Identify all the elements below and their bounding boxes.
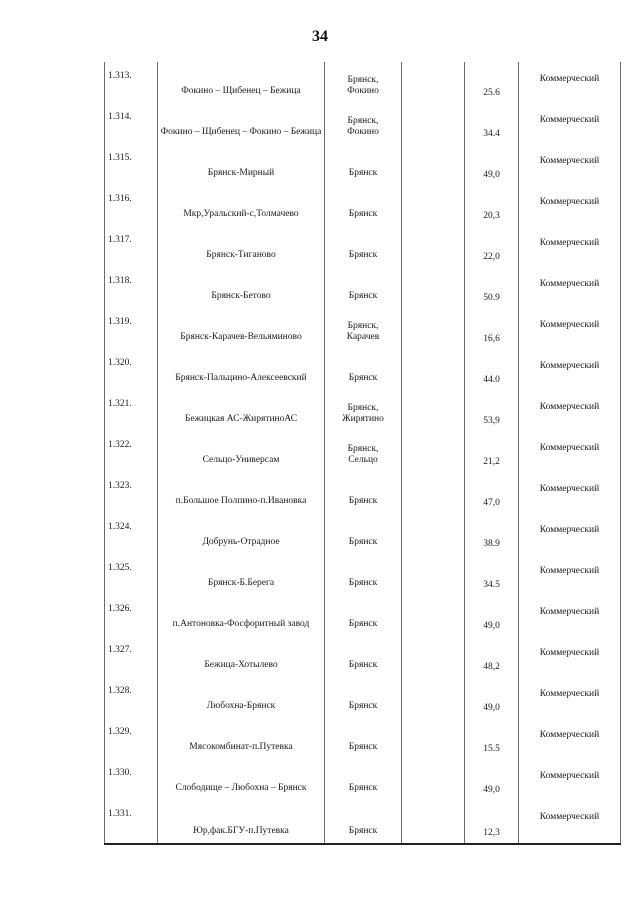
city-name-cell — [325, 595, 402, 636]
route-type: Коммерческий — [539, 689, 600, 699]
table-row — [105, 677, 621, 718]
empty-cell — [402, 800, 465, 844]
route-type: Коммерческий — [539, 566, 600, 576]
row-number-cell — [105, 103, 158, 144]
route-name-cell — [158, 431, 325, 472]
route-name: Брянск-Б.Берега — [207, 578, 275, 588]
city-name-cell — [325, 62, 402, 103]
route-length-cell — [465, 226, 519, 267]
route-length-cell — [465, 718, 519, 759]
row-number-cell — [105, 431, 158, 472]
route-length-cell — [465, 185, 519, 226]
route-name: Брянск-Пальцино-Алексеевский — [175, 373, 307, 383]
empty-cell — [402, 390, 465, 431]
route-name-cell — [158, 390, 325, 431]
route-length: 49,0 — [483, 785, 500, 795]
route-name: п.Антоновка-Фосфоритный завод — [172, 619, 310, 629]
route-name-cell — [158, 267, 325, 308]
empty-cell — [402, 554, 465, 595]
route-type-cell — [519, 800, 621, 844]
route-name-cell — [158, 349, 325, 390]
route-length: 34.4 — [483, 129, 500, 139]
empty-cell — [402, 759, 465, 800]
route-length: 22,0 — [483, 252, 500, 262]
empty-cell — [402, 267, 465, 308]
route-type: Коммерческий — [539, 279, 600, 289]
route-name-cell — [158, 636, 325, 677]
city-name: Брянск — [348, 701, 378, 711]
route-length-cell — [465, 267, 519, 308]
row-number-cell — [105, 759, 158, 800]
route-name: Брянск-Мирный — [207, 168, 275, 178]
route-name-cell — [158, 554, 325, 595]
city-name-cell — [325, 185, 402, 226]
empty-cell — [402, 595, 465, 636]
route-type-cell — [519, 636, 621, 677]
route-type: Коммерческий — [539, 320, 600, 330]
route-type: Коммерческий — [539, 361, 600, 371]
table-row — [105, 472, 621, 513]
route-length: 49,0 — [483, 621, 500, 631]
route-type-cell — [519, 718, 621, 759]
route-type-cell — [519, 431, 621, 472]
table-row — [105, 144, 621, 185]
row-number: 1.330. — [108, 768, 132, 778]
row-number: 1.326. — [108, 604, 132, 614]
city-name-cell — [325, 472, 402, 513]
table-row — [105, 390, 621, 431]
empty-cell — [402, 472, 465, 513]
route-type: Коммерческий — [539, 730, 600, 740]
city-name-cell — [325, 677, 402, 718]
city-name: Брянск — [348, 496, 378, 506]
route-type-cell — [519, 308, 621, 349]
route-length-cell — [465, 513, 519, 554]
route-name: Любохна-Брянск — [206, 701, 276, 711]
city-name: Брянск — [348, 660, 378, 670]
route-length: 49,0 — [483, 170, 500, 180]
route-length-cell — [465, 677, 519, 718]
route-name-cell — [158, 513, 325, 554]
route-name-cell — [158, 677, 325, 718]
row-number: 1.319. — [108, 317, 132, 327]
route-name: Юр,фак.БГУ-п.Путевка — [193, 826, 289, 836]
route-name: Бежицкая АС-ЖирятиноАС — [184, 414, 298, 424]
table-row — [105, 554, 621, 595]
route-length-cell — [465, 431, 519, 472]
route-name: Мясокомбинат-п.Путевка — [189, 742, 293, 752]
row-number: 1.313. — [108, 71, 132, 81]
city-name-cell — [325, 144, 402, 185]
route-type: Коммерческий — [539, 402, 600, 412]
route-name-cell — [158, 472, 325, 513]
city-name: Брянск — [348, 826, 378, 836]
route-length-cell — [465, 349, 519, 390]
route-type-cell — [519, 472, 621, 513]
route-length: 20,3 — [483, 211, 500, 221]
route-type-cell — [519, 513, 621, 554]
table-row — [105, 349, 621, 390]
city-name-cell — [325, 554, 402, 595]
route-length-cell — [465, 62, 519, 103]
city-name-cell — [325, 308, 402, 349]
route-name-cell — [158, 718, 325, 759]
route-name-cell — [158, 595, 325, 636]
route-name-cell — [158, 103, 325, 144]
city-name: Брянск — [348, 537, 378, 547]
row-number: 1.314. — [108, 112, 132, 122]
route-length-cell — [465, 103, 519, 144]
route-length: 15.5 — [483, 744, 500, 754]
row-number-cell — [105, 800, 158, 844]
route-type: Коммерческий — [539, 607, 600, 617]
table-row — [105, 308, 621, 349]
route-type: Коммерческий — [539, 812, 600, 822]
route-length: 16,6 — [483, 334, 500, 344]
table-row — [105, 595, 621, 636]
city-name: Брянск — [348, 742, 378, 752]
city-name-cell — [325, 349, 402, 390]
city-name-cell — [325, 226, 402, 267]
row-number-cell — [105, 62, 158, 103]
city-name: Брянск, Фокино — [347, 75, 379, 96]
table-row — [105, 62, 621, 103]
row-number-cell — [105, 144, 158, 185]
city-name: Брянск — [348, 291, 378, 301]
route-length-cell — [465, 144, 519, 185]
route-name: Добрунь-Отрадное — [202, 537, 280, 547]
empty-cell — [402, 718, 465, 759]
empty-cell — [402, 226, 465, 267]
row-number: 1.328. — [108, 686, 132, 696]
table-row — [105, 226, 621, 267]
route-type: Коммерческий — [539, 648, 600, 658]
city-name-cell — [325, 513, 402, 554]
route-name-cell — [158, 308, 325, 349]
table-row — [105, 185, 621, 226]
route-type: Коммерческий — [539, 74, 600, 84]
row-number-cell — [105, 349, 158, 390]
route-name-cell — [158, 185, 325, 226]
route-name-cell — [158, 800, 325, 844]
route-length-cell — [465, 554, 519, 595]
city-name: Брянск — [348, 578, 378, 588]
row-number-cell — [105, 308, 158, 349]
row-number-cell — [105, 226, 158, 267]
table-row — [105, 267, 621, 308]
route-length-cell — [465, 595, 519, 636]
city-name: Брянск — [348, 619, 378, 629]
route-name-cell — [158, 226, 325, 267]
route-type-cell — [519, 226, 621, 267]
table-row — [105, 759, 621, 800]
route-name: Бежица-Хотылево — [204, 660, 278, 670]
route-length: 53,9 — [483, 416, 500, 426]
route-type-cell — [519, 759, 621, 800]
route-type-cell — [519, 595, 621, 636]
city-name-cell — [325, 718, 402, 759]
city-name-cell — [325, 636, 402, 677]
row-number: 1.320. — [108, 358, 132, 368]
city-name-cell — [325, 103, 402, 144]
row-number-cell — [105, 595, 158, 636]
route-length: 47,0 — [483, 498, 500, 508]
route-name: Брянск-Бетово — [211, 291, 271, 301]
route-length: 48,2 — [483, 662, 500, 672]
table-row — [105, 103, 621, 144]
row-number-cell — [105, 718, 158, 759]
row-number: 1.327. — [108, 645, 132, 655]
route-name: п.Большое Полпино-п.Ивановка — [175, 496, 307, 506]
route-type-cell — [519, 185, 621, 226]
row-number: 1.331. — [108, 809, 132, 819]
empty-cell — [402, 103, 465, 144]
city-name-cell — [325, 390, 402, 431]
row-number: 1.318. — [108, 276, 132, 286]
route-type-cell — [519, 103, 621, 144]
city-name: Брянск — [348, 250, 378, 260]
route-name-cell — [158, 144, 325, 185]
route-name: Слободище – Любохна – Брянск — [175, 783, 307, 793]
route-type-cell — [519, 62, 621, 103]
route-type: Коммерческий — [539, 197, 600, 207]
row-number: 1.323. — [108, 481, 132, 491]
route-name-cell — [158, 759, 325, 800]
row-number: 1.329. — [108, 727, 132, 737]
table-row — [105, 718, 621, 759]
city-name-cell — [325, 267, 402, 308]
empty-cell — [402, 185, 465, 226]
route-length-cell — [465, 800, 519, 844]
route-name: Фокино – Щибенец – Бежица — [181, 86, 301, 96]
city-name: Брянск — [348, 783, 378, 793]
route-type: Коммерческий — [539, 484, 600, 494]
route-name: Брянск-Тиганово — [206, 250, 276, 260]
row-number: 1.321. — [108, 399, 132, 409]
route-type-cell — [519, 349, 621, 390]
route-length-cell — [465, 636, 519, 677]
route-type: Коммерческий — [539, 525, 600, 535]
city-name: Брянск, Карачев — [346, 321, 380, 342]
route-type: Коммерческий — [539, 771, 600, 781]
city-name-cell — [325, 431, 402, 472]
table-row — [105, 431, 621, 472]
empty-cell — [402, 677, 465, 718]
row-number-cell — [105, 390, 158, 431]
empty-cell — [402, 62, 465, 103]
empty-cell — [402, 308, 465, 349]
table-row — [105, 800, 621, 844]
route-name: Брянск-Карачев-Вельяминово — [180, 332, 302, 342]
city-name: Брянск — [348, 168, 378, 178]
row-number: 1.317. — [108, 235, 132, 245]
route-name: Мкр,Уральский-с,Толмачево — [183, 209, 299, 219]
page-number: 34 — [312, 28, 328, 45]
route-type-cell — [519, 144, 621, 185]
row-number-cell — [105, 677, 158, 718]
route-type-cell — [519, 554, 621, 595]
row-number: 1.315. — [108, 153, 132, 163]
table-row — [105, 636, 621, 677]
route-length: 12,3 — [483, 828, 500, 838]
route-type: Коммерческий — [539, 238, 600, 248]
route-length: 49,0 — [483, 703, 500, 713]
route-length: 21,2 — [483, 457, 500, 467]
row-number-cell — [105, 513, 158, 554]
empty-cell — [402, 513, 465, 554]
route-type-cell — [519, 677, 621, 718]
route-name: Фокино – Щибенец – Фокино – Бежица — [160, 127, 322, 137]
route-type-cell — [519, 390, 621, 431]
route-type: Коммерческий — [539, 443, 600, 453]
row-number-cell — [105, 267, 158, 308]
route-length: 44.0 — [483, 375, 500, 385]
empty-cell — [402, 431, 465, 472]
row-number-cell — [105, 554, 158, 595]
row-number-cell — [105, 636, 158, 677]
route-length-cell — [465, 472, 519, 513]
row-number: 1.324. — [108, 522, 132, 532]
row-number: 1.316. — [108, 194, 132, 204]
route-length: 50.9 — [483, 293, 500, 303]
route-type-cell — [519, 267, 621, 308]
route-length-cell — [465, 759, 519, 800]
routes-table — [104, 62, 621, 845]
route-length-cell — [465, 308, 519, 349]
city-name: Брянск, Сельцо — [347, 444, 379, 465]
city-name-cell — [325, 800, 402, 844]
route-length: 34.5 — [483, 580, 500, 590]
routes-table-body — [105, 62, 621, 844]
row-number: 1.322. — [108, 440, 132, 450]
route-type: Коммерческий — [539, 156, 600, 166]
city-name: Брянск — [348, 373, 378, 383]
row-number-cell — [105, 472, 158, 513]
route-name: Сельцо-Универсам — [202, 455, 280, 465]
route-type: Коммерческий — [539, 115, 600, 125]
empty-cell — [402, 636, 465, 677]
route-length: 25.6 — [483, 88, 500, 98]
empty-cell — [402, 144, 465, 185]
table-row — [105, 513, 621, 554]
row-number-cell — [105, 185, 158, 226]
row-number: 1.325. — [108, 563, 132, 573]
city-name-cell — [325, 759, 402, 800]
empty-cell — [402, 349, 465, 390]
route-name-cell — [158, 62, 325, 103]
route-length: 38.9 — [483, 539, 500, 549]
city-name: Брянск, Жирятино — [342, 403, 384, 424]
city-name: Брянск, Фокино — [347, 116, 379, 137]
city-name: Брянск — [348, 209, 378, 219]
route-length-cell — [465, 390, 519, 431]
